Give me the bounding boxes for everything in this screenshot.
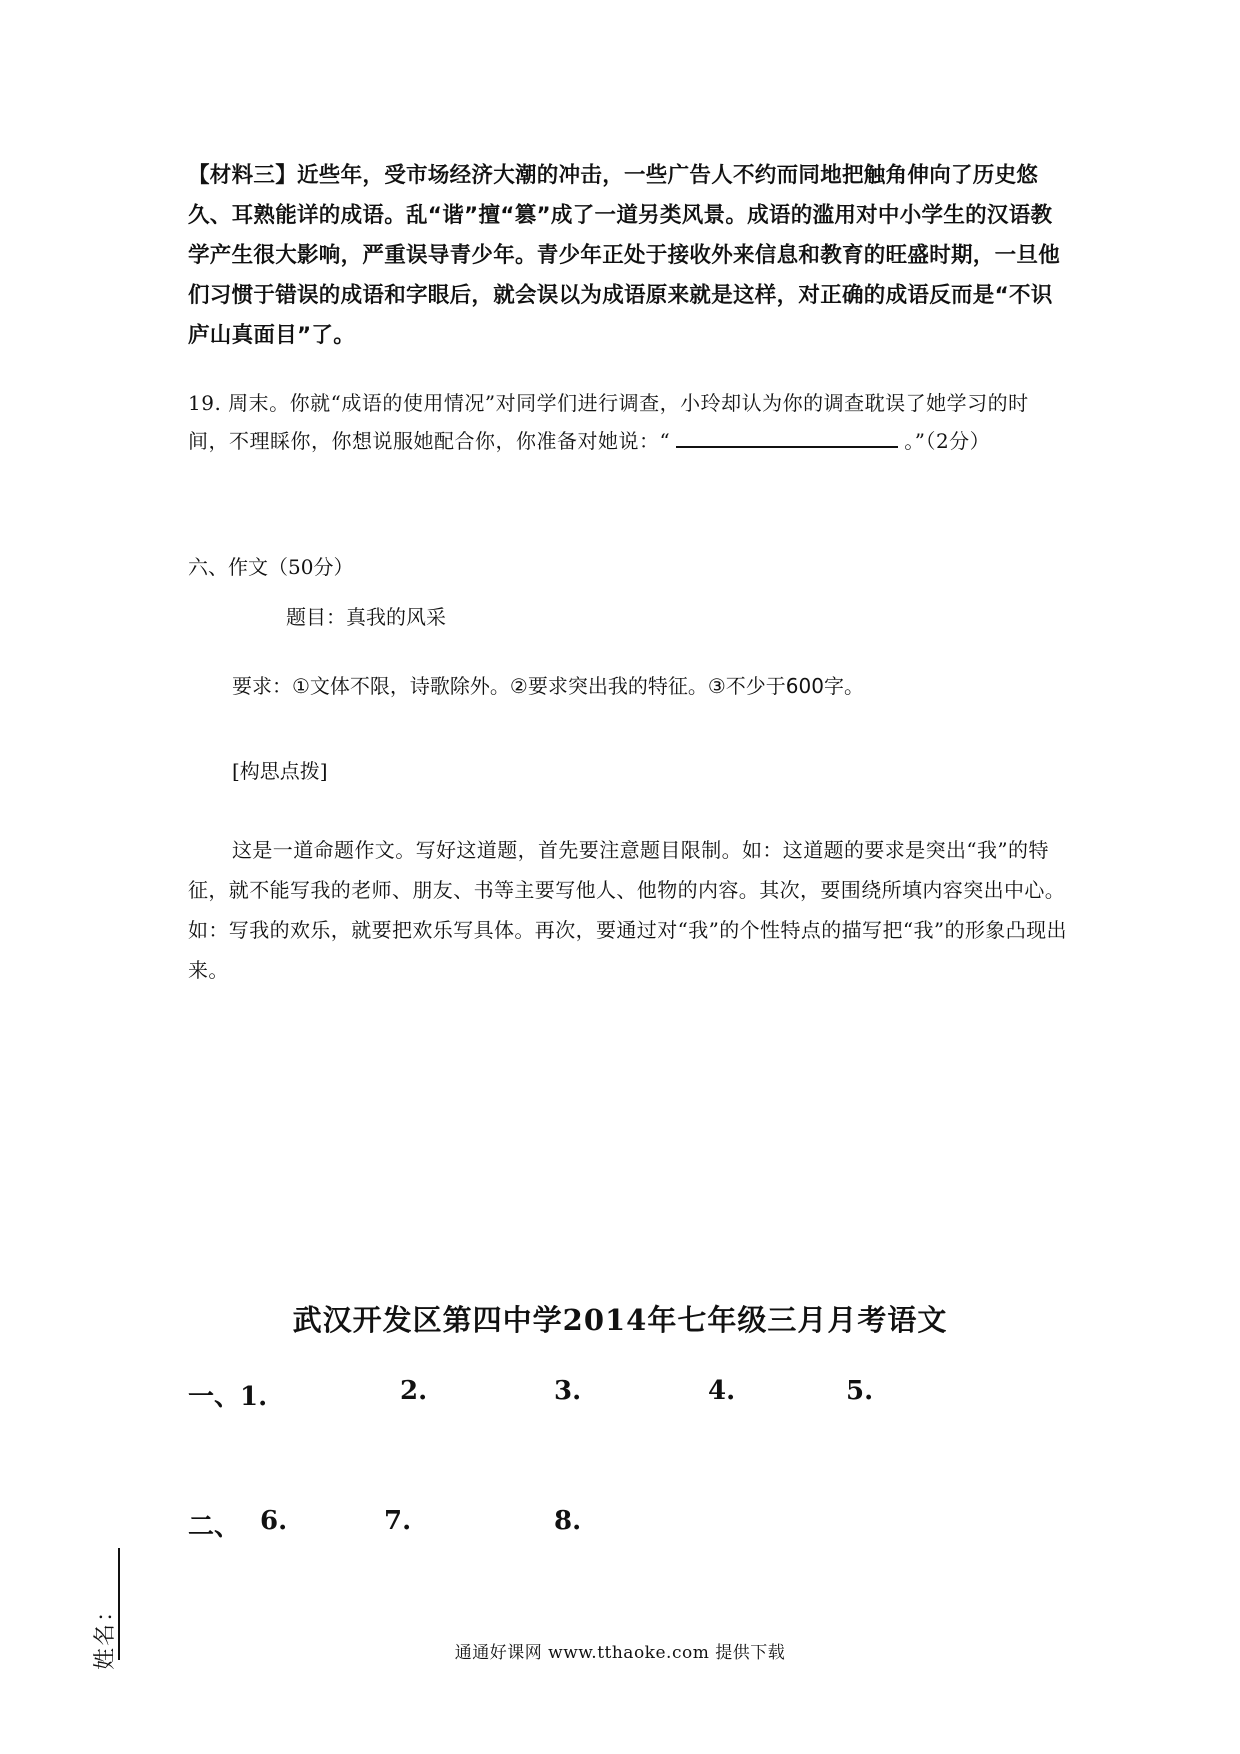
name-label: 姓名： [93,1597,118,1670]
answer-sheet-title: 武汉开发区第四中学2014年七年级三月月考语文 [292,1303,948,1337]
answer-row2-section: 二、 [188,1512,241,1542]
answer-row1-item: 5. [846,1376,874,1406]
material-three-paragraph: 【材料三】近些年，受市场经济大潮的冲击，一些广告人不约而同地把触角伸向了历史悠久、耳熟能详的成语。乱“谐”擅“篡”成了一道另类风景。成语的滥用对中小学生的汉语教学产生很大影响，严重误导青少年。青少年正处于接收外来信息和教育的旺盛时期，一旦他们习惯于错误的成语和字眼后，就会误以为成语原来就是这样，对正确的成语反而是“不识庐山真面目”了。 [188,163,1061,348]
answer-row1-item: 2. [400,1376,428,1406]
composition-heading: 六、作文（50分） [188,555,354,579]
answer-blank[interactable] [676,424,898,448]
answer-row2-item: 6. [260,1506,288,1536]
hint-paragraph: 这是一道命题作文。写好这道题，首先要注意题目限制。如：这道题的要求是突出“我”的特征，就不能写我的老师、朋友、书等主要写他人、他物的内容。其次，要围绕所填内容突出中心。如：写我的欢乐，就要把欢乐写具体。再次，要通过对“我”的个性特点的描写把“我”的形象凸现出来。 [188,838,1067,982]
answer-row2-item: 7. [384,1506,412,1536]
answer-row2-item: 8. [554,1506,582,1536]
answer-row1-section: 一、1. [188,1382,268,1412]
footer-credit: 通通好课网 www.tthaoke.com 提供下载 [454,1643,786,1663]
question-19-suffix: 。”（2分） [904,429,991,453]
answer-row1-item: 3. [554,1376,582,1406]
question-19-text: 19. 周末。你就“成语的使用情况”对同学们进行调查，小玲却认为你的调查耽误了她学习的时间，不理睬你，你想说服她配合你，你准备对她说：“ [188,391,1029,453]
question-19 [188,384,1068,460]
composition-topic: 题目：真我的风采 [286,605,446,629]
composition-requirement: 要求：①文体不限，诗歌除外。②要求突出我的特征。③不少于600字。 [232,674,864,698]
answer-row1-item: 4. [708,1376,736,1406]
hint-label: [构思点拨] [232,759,328,783]
